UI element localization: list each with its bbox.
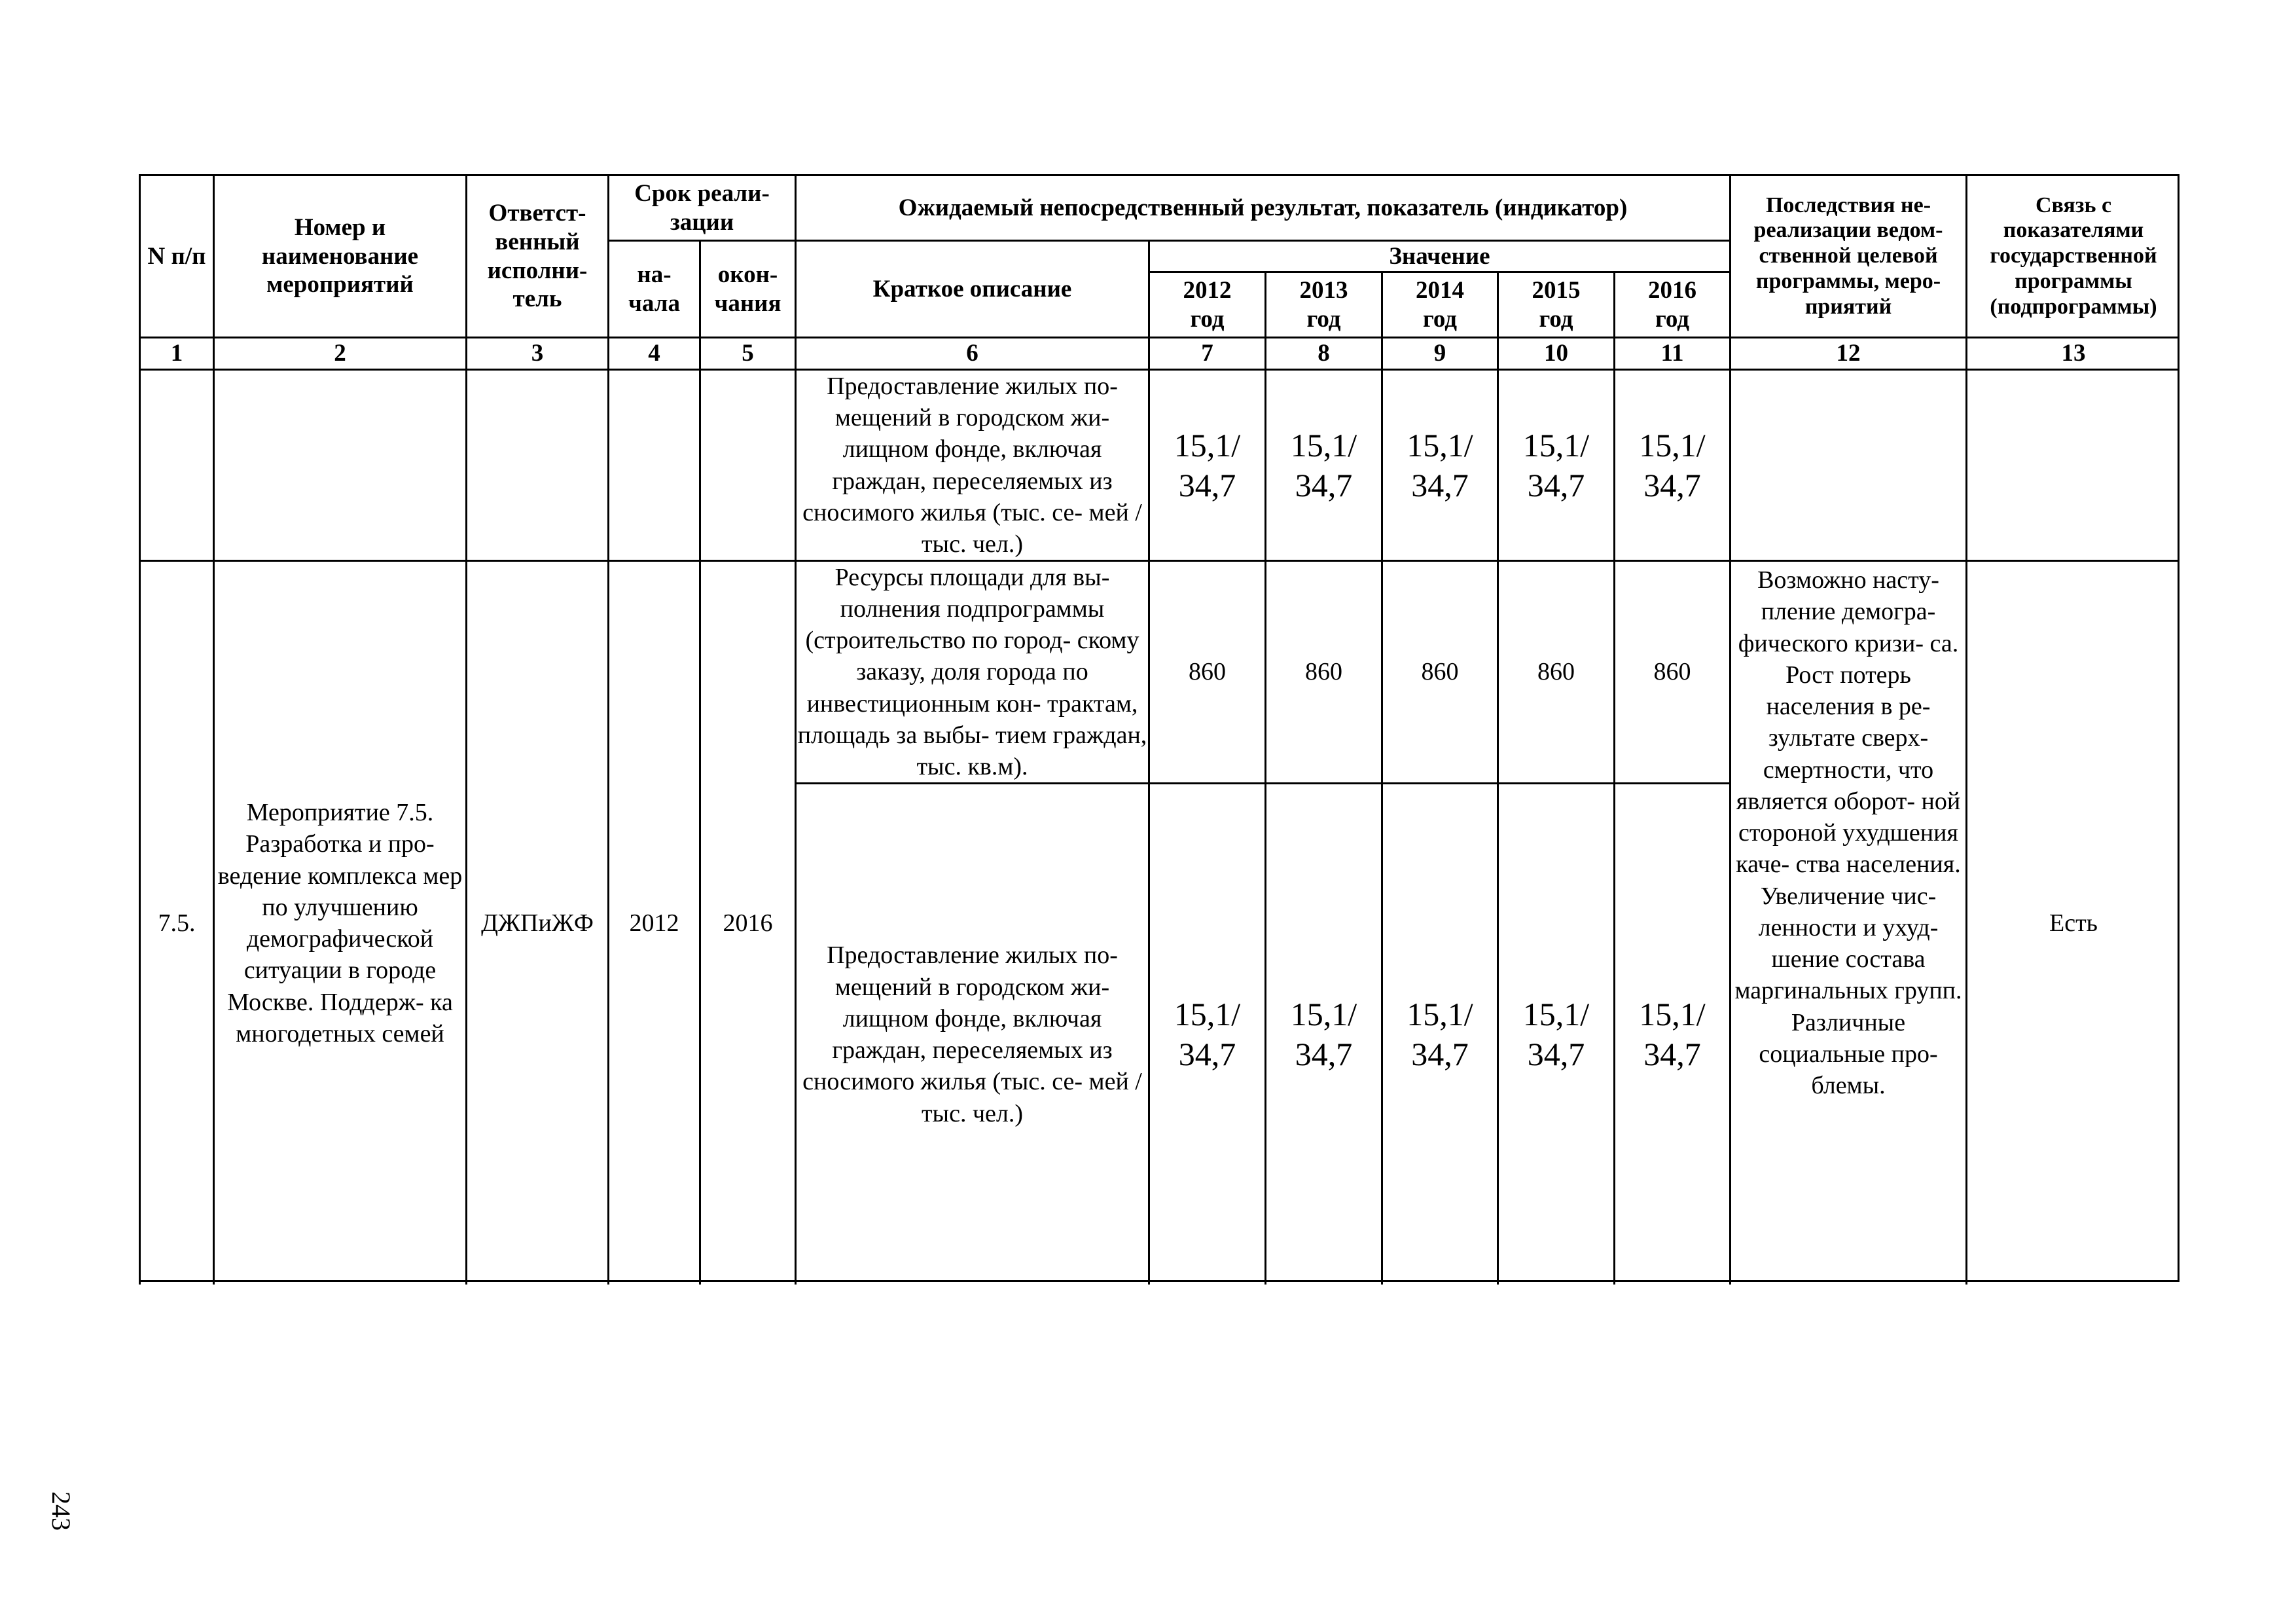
empty-cell — [213, 369, 465, 560]
program-link: Есть — [1965, 560, 2179, 1285]
indicator-housing-value-2012: 15,1/ 34,7 — [1148, 782, 1265, 1285]
header-activity-name: Номер и наименование мероприятий — [213, 174, 465, 337]
continuation-value-2016: 15,1/ 34,7 — [1613, 369, 1729, 560]
row-number: 7.5. — [139, 560, 213, 1285]
consequences-text: Возможно насту- пление демогра- фического кризи- са. Рост потерь населения в ре- зультате сверх- смертности, что является оборот- ной стороной ухудшения каче- ства населения. Увеличение чис- ленности и ухуд- шение состава маргинальных групп. Различные социальные про- блемы. — [1729, 560, 1965, 1285]
indicator-area-value-2016: 860 — [1613, 560, 1729, 782]
column-number: 9 — [1381, 337, 1497, 369]
column-number: 2 — [213, 337, 465, 369]
header-year-2016: 2016 год — [1613, 271, 1729, 337]
empty-cell — [1729, 369, 1965, 560]
header-executor: Ответст- венный исполни- тель — [465, 174, 607, 337]
indicator-area-description: Ресурсы площади для вы- полнения подпрограммы (строительство по город- скому заказу, доля города по инвестиционным кон- трактам, площадь за выбы- тием граждан, тыс. кв.м). — [795, 560, 1148, 782]
header-period-start: на- чала — [607, 240, 699, 337]
program-table — [139, 174, 2179, 1282]
column-number: 13 — [1965, 337, 2179, 369]
header-consequences: Последствия не- реализации ведом- ственной целевой программы, меро- приятий — [1729, 174, 1965, 337]
indicator-housing-value-2013: 15,1/ 34,7 — [1265, 782, 1381, 1285]
column-number: 8 — [1265, 337, 1381, 369]
continuation-value-2012: 15,1/ 34,7 — [1148, 369, 1265, 560]
empty-cell — [1965, 369, 2179, 560]
column-number: 4 — [607, 337, 699, 369]
column-number: 11 — [1613, 337, 1729, 369]
page-number: 243 — [46, 1491, 76, 1531]
column-number: 7 — [1148, 337, 1265, 369]
header-period: Срок реали- зации — [607, 174, 795, 240]
header-number: N п/п — [139, 174, 213, 337]
column-number: 10 — [1497, 337, 1613, 369]
empty-cell — [139, 369, 213, 560]
empty-cell — [699, 369, 795, 560]
header-link: Связь с показателями государственной программы (подпрограммы) — [1965, 174, 2179, 337]
continuation-value-2014: 15,1/ 34,7 — [1381, 369, 1497, 560]
header-year-2015: 2015 год — [1497, 271, 1613, 337]
indicator-area-value-2013: 860 — [1265, 560, 1381, 782]
indicator-housing-description: Предоставление жилых по- мещений в городском жи- лищном фонде, включая граждан, переселяемых из сносимого жилья (тыс. се- мей / тыс. чел.) — [795, 782, 1148, 1285]
header-period-end: окон- чания — [699, 240, 795, 337]
indicator-area-value-2012: 860 — [1148, 560, 1265, 782]
header-value: Значение — [1148, 240, 1729, 271]
header-short-description: Краткое описание — [795, 240, 1148, 337]
empty-cell — [465, 369, 607, 560]
column-number: 3 — [465, 337, 607, 369]
start-year: 2012 — [607, 560, 699, 1285]
empty-cell — [607, 369, 699, 560]
header-year-2014: 2014 год — [1381, 271, 1497, 337]
header-year-2013: 2013 год — [1265, 271, 1381, 337]
column-number: 5 — [699, 337, 795, 369]
end-year: 2016 — [699, 560, 795, 1285]
header-expected-result: Ожидаемый непосредственный результат, показатель (индикатор) — [795, 174, 1729, 240]
indicator-area-value-2014: 860 — [1381, 560, 1497, 782]
continuation-value-2013: 15,1/ 34,7 — [1265, 369, 1381, 560]
column-number: 12 — [1729, 337, 1965, 369]
indicator-housing-value-2014: 15,1/ 34,7 — [1381, 782, 1497, 1285]
continuation-value-2015: 15,1/ 34,7 — [1497, 369, 1613, 560]
column-number: 1 — [139, 337, 213, 369]
column-number: 6 — [795, 337, 1148, 369]
indicator-housing-value-2016: 15,1/ 34,7 — [1613, 782, 1729, 1285]
indicator-area-value-2015: 860 — [1497, 560, 1613, 782]
header-year-2012: 2012 год — [1148, 271, 1265, 337]
indicator-housing-value-2015: 15,1/ 34,7 — [1497, 782, 1613, 1285]
activity-name: Мероприятие 7.5. Разработка и про- ведение комплекса мер по улучшению демографической ситуации в городе Москве. Поддерж- ка многодетных семей — [213, 560, 465, 1285]
executor: ДЖПиЖФ — [465, 560, 607, 1285]
continuation-description: Предоставление жилых по- мещений в городском жи- лищном фонде, включая граждан, переселяемых из сносимого жилья (тыс. се- мей / тыс. чел.) — [795, 369, 1148, 560]
